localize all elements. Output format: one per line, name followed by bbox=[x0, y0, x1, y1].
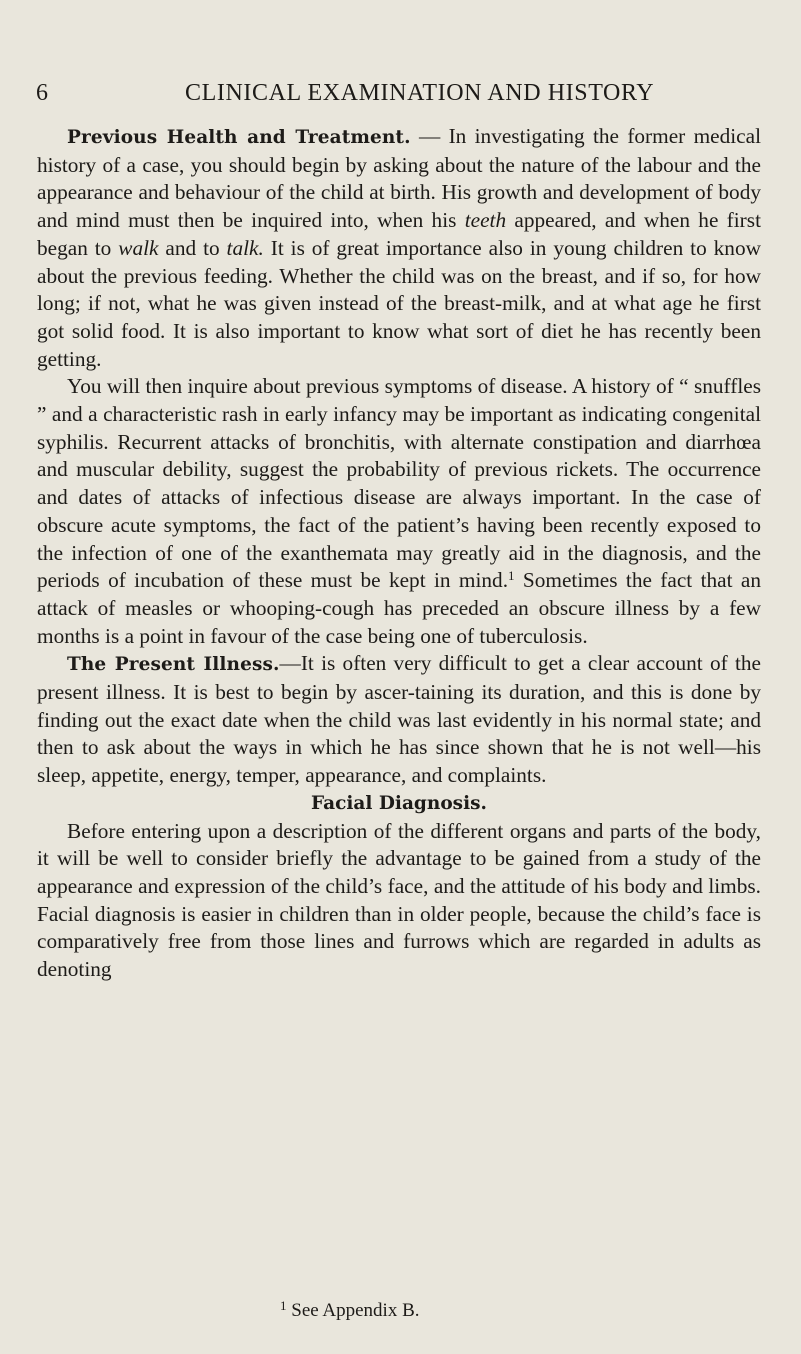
paragraph-facial-diagnosis bbox=[37, 818, 761, 984]
text-run: Sometimes the fact that an attack of measles or whooping-cough has preceded an obscure illness by a few months is a point in favour of the case being one of tuberculosis. bbox=[37, 568, 761, 648]
paragraph-previous-symptoms bbox=[37, 373, 761, 650]
footnote-marker: 1 bbox=[280, 1298, 287, 1313]
footnote bbox=[280, 1299, 420, 1323]
text-run: It is of great importance also in young children to know about the previous feeding. Whether the child was on the breast, and if so, for how long; if not, what he was given instead of the breast-milk, and at what age he first got solid food. It is also important to know what sort of diet he has recently been getting. bbox=[37, 235, 761, 371]
footnote-text: See Appendix B. bbox=[286, 1300, 420, 1321]
text-run: — In investigating the former medical history of a case, you should begin by asking about the nature of the labour and the appearance and behaviour of the child at birth. His growth and development of body and mind must then be inquired into, when his bbox=[37, 124, 761, 233]
italic-teeth: teeth bbox=[464, 208, 507, 233]
body-text bbox=[37, 123, 761, 984]
footnote-reference: 1 bbox=[508, 568, 515, 584]
paragraph-previous-health bbox=[37, 123, 761, 373]
text-run: Before entering upon a description of the different organs and parts of the body, it will be well to consider briefly the advantage to be gained from a study of the appearance and expression of the child’s face, and the attitude of his body and limbs. Facial diagnosis is easier in children than in older people, because the child’s face is comparatively free from those lines and furrows which are regarded in adults as denoting bbox=[37, 818, 761, 982]
side-heading-previous-health: Previous Health and Treatment. bbox=[67, 127, 411, 148]
text-run: appeared, and when he first began to bbox=[37, 208, 761, 260]
italic-walk: walk bbox=[118, 235, 159, 260]
section-heading-facial-diagnosis: Facial Diagnosis. bbox=[311, 792, 487, 814]
page-number: 6 bbox=[36, 80, 49, 106]
text-run: You will then inquire about previous symptoms of disease. A history of “ snuffles ” and a characteristic rash in early infancy may be important as indicating congenital syphilis. Recurrent attacks of bronchitis, with alternate constipation and diarrhœa and muscular debility, suggest the probability of previous rickets. The occurrence and dates of attacks of infectious disease are always important. In the case of obscure acute symptoms, the fact of the patient’s having been recently exposed to the infection of one of the exanthemata may greatly aid in the diagnosis, and the periods of incubation of these must be kept in mind. bbox=[37, 374, 761, 593]
text-run: —It is often very difficult to get a clear account of the present illness. It is best to begin by ascer-taining its duration, and this is done by finding out the exact date when the child was last evidently in his normal state; and then to ask about the ways in which he has since shown that he is not well—his sleep, appetite, energy, temper, appearance, and complaints. bbox=[37, 651, 761, 788]
side-heading-present-illness: The Present Illness. bbox=[67, 654, 280, 676]
italic-talk: talk. bbox=[226, 235, 264, 260]
paragraph-present-illness bbox=[37, 650, 761, 790]
running-title: CLINICAL EXAMINATION AND HISTORY bbox=[185, 80, 655, 106]
text-run: and to bbox=[158, 235, 227, 260]
